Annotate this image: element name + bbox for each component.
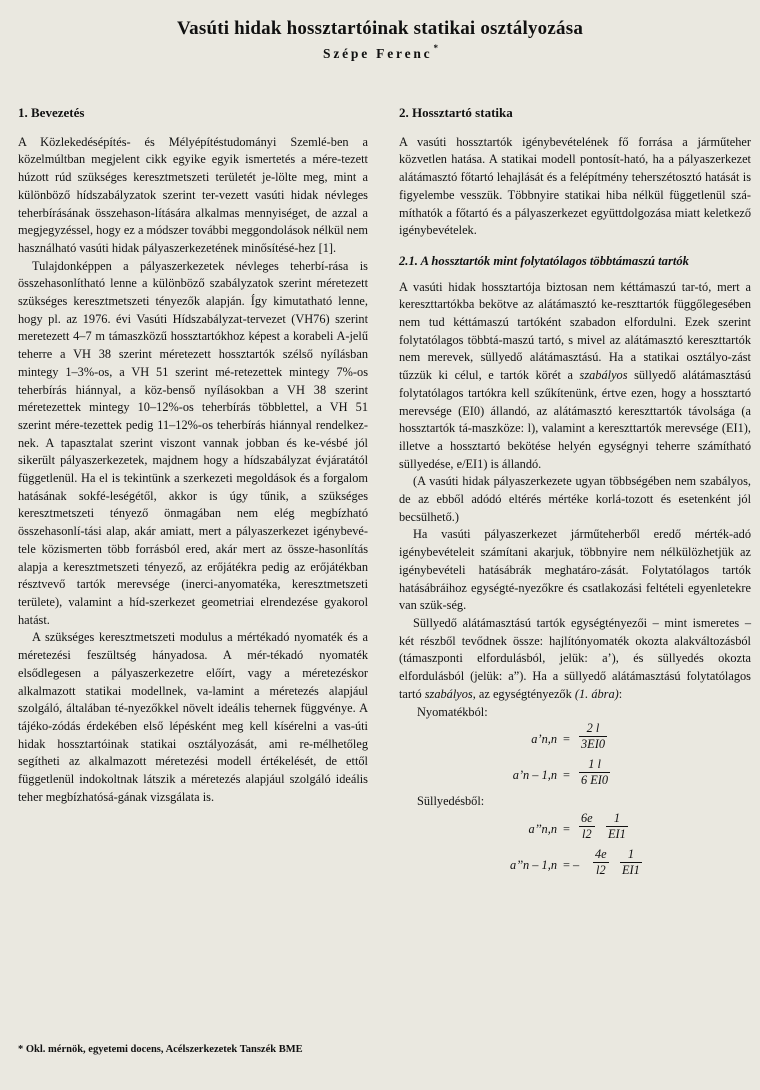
- beams-paragraph-4-text-a: Süllyedő alátámasztású tartók egységtényezői – mint ismeretes – két részből tevődnek össze: hajlítónyomaték okozta alakváltozásból (támaszponti elfordulásból, jelük: a’), és süllyedés okozta elfordulásból (jelük: a”). Ha a süllyedő alátámasztású folytatólagos tartó: [399, 615, 751, 701]
- intro-paragraph-2: Tulajdonképpen a pályaszerkezetek névleges teherbí-rása is összehasonlítható lenne a különböző szabályzatok szerint méretezett szükséges keresztmetszeti tényezők alapján. Így kimutatható lenne, hogy pl. az 1976. évi Vasúti Hídszabályzat-tervezet (VH76) szerint meretezett 4–7 m támaszközű hossztartókhoz képest a korabeli A-jelű teherre a VH 38 szerint méretezett hossztartók szélső nyílásban mintegy 1–3%-os, a VH 51 szerint mé-retezettek mintegy 7%-os teherbírás hiánnyal, a köz-benső nyílásokban a VH 38 szerint méretezettek mintegy 10–12%-os teherbírás többlettel, a VH 51 szerint mére-tezettek pedig 11–12%-os teherbírás hiánnyal rendelkez-nek. A tapasztalat szerint viszont vannak jobban és ke-vésbé jól sikerült pályaszerkezetek, majdnem hogy a hídszabályzat évjáratától függetlenül. Ha el is tekintünk a szerkezeti megoldások és a forgalom hatásának sokfé-leségétől, akkor is úgy tűnik, a szükséges keresztmetszeti tényező önmagában nem elég megbízható összehasonlí-tási alap, akár amiatt, mert a pályaszerkezet igénybevé-tele közismerten több forrásból ered, akár mert az össze-hasonlítás alapja a keresztmetszeti tényező, az erőjátékra pedig az erőjátékban résztvevő tartók merevsége (inerci-anyomatéka, keresztmetszeti területe), valamint a híd-szerkezet geometriai elrendezése gyakorol hatást.: [18, 258, 368, 627]
- beams-paragraph-1-emphasis: szabályos: [579, 368, 628, 383]
- formula-3-denominator-a: l2: [582, 826, 592, 841]
- formula-2: [399, 757, 751, 793]
- formula-4-denominator-a: l2: [596, 862, 606, 877]
- beams-paragraph-1: [399, 279, 751, 474]
- formula-1-equals: =: [563, 732, 570, 747]
- label-from-moment: Nyomatékból:: [417, 704, 488, 719]
- paper-author: [0, 43, 760, 62]
- formula-3-numerator-a: 6e: [581, 810, 593, 825]
- beams-paragraph-1-text-a: A vasúti hidak hossztartója biztosan nem kéttámaszú tar-tó, mert a kereszttartókba bekötve az alátámasztó ke-reszttartók függőlegesében nem tud kéttámaszú tartóként szabadon elfordulni. Ezek szerint folytatólagos többtá-maszú tartó, s mivel az alátámasztó kereszttartók nem merevek, süllyedő alátámasztású. Ha a statikai osztályo-zást tűzzük ki célul, e tartók körét a: [399, 279, 751, 383]
- beams-paragraph-1-text-b: süllyedő alátámasztású folytatólagos tartókra kell szűkítenünk, értve ezen, hogy a hossztartó merevsége (EI0) állandó, az alátámasztó kereszttartók távolsága (a hossztartók tá-maszköze: l), valamint a kereszttartók merevsége (EI1), illetve a hossztartó bekötése helyén egységnyi teherre számítható süllyedése, e/EI1) is állandó.: [399, 368, 751, 471]
- author-name: Szépe Ferenc: [323, 46, 433, 61]
- beams-paragraph-2: (A vasúti hidak pályaszerkezete ugyan többségében nem szabályos, de az ebből adódó eltérés mértéke korlá-tozott és esetenként jól becsülhető.): [399, 474, 751, 524]
- section-heading-introduction: 1. Bevezetés: [18, 105, 85, 120]
- formula-1-lhs: a’n,n: [531, 732, 557, 747]
- right-column: [399, 104, 751, 883]
- formula-3: [399, 811, 751, 847]
- formula-2-numerator: 1 l: [579, 757, 610, 773]
- subsection-heading-continuous-beams: 2.1. A hossztartók mint folytatólagos többtámaszú tartók: [399, 253, 689, 268]
- formula-4: [399, 847, 751, 883]
- formula-3-numerator-b: 1: [606, 811, 628, 827]
- formula-4-fraction-b: [620, 847, 642, 878]
- formula-1: [399, 721, 751, 757]
- formula-4-denominator-b: EI1: [622, 862, 640, 877]
- formula-3-fraction-a: [579, 811, 595, 842]
- formula-3-denominator-b: EI1: [608, 826, 626, 841]
- intro-paragraph-1: A Közlekedésépítés- és Mélyépítéstudományi Szemlé-ben a közelmúltban megjelent cikk egyike egyik ismertetés a mére-tezett húzott rúd szükséges keresztmetszeti területét je-lölte meg, mint a különböző hídszabályzatok szerint ter-vezett vasúti hidak névleges teherbírásának összehason-lítására alkalmas mennyiséget, de azzal a megjegyzéssel, hogy ez a módszer további meggondolások nélkül nem használható vasúti hidak pályaszerkezetének minősítésé-hez [1].: [18, 134, 368, 255]
- beams-paragraph-4-emphasis: szabályos: [424, 686, 473, 701]
- author-footnote-mark: *: [433, 43, 438, 53]
- formula-3-lhs: a’’n,n: [528, 821, 557, 836]
- formula-2-denominator: 6 EI0: [581, 773, 609, 788]
- section-heading-statics: 2. Hossztartó statika: [399, 105, 513, 120]
- formula-2-lhs: a’n – 1,n: [512, 768, 557, 783]
- beams-paragraph-4: [399, 615, 751, 704]
- formula-4-fraction-a: [593, 847, 609, 878]
- formula-4-numerator-a: 4e: [595, 846, 607, 861]
- formula-4-equals: = –: [563, 857, 580, 872]
- beams-paragraph-3: Ha vasúti pályaszerkezet járműteherből eredő mérték-adó igénybevételeit számítani akarjuk, többnyire nem nélkülözhetjük az igénybevételi hatásábrák meghatáro-zását. Folytatólagos tartók hatásábráihoz egységté-nyezőkre és csatlakozási feltételi egyenletekre van szük-ség.: [399, 527, 751, 613]
- formula-4-numerator-b: 1: [620, 847, 642, 863]
- formula-4-lhs: a’’n – 1,n: [510, 857, 557, 872]
- beams-paragraph-4-text-c: :: [618, 686, 623, 701]
- formula-1-numerator: 2 l: [579, 721, 607, 737]
- formula-3-equals: =: [563, 821, 570, 836]
- statics-paragraph-1: A vasúti hossztartók igénybevételének fő forrása a járműteher közvetlen hatása. A statikai modell pontosít-ható, ha a pályaszerkezet alátámasztó főtartó lehajlását és a felépítmény teherszétosztó hatását is figyelembe vesszük. Többnyire statikai hiba nélkül függetlenül szá-míthatók a főtartó és a pályaszerkezet együttdolgozása miatt keletkező igénybevételek.: [399, 134, 751, 238]
- formula-1-fraction: [579, 721, 607, 752]
- formula-1-denominator: 3EI0: [581, 737, 605, 752]
- beams-paragraph-4-text-b: , az egységtényezők: [472, 686, 575, 701]
- formula-2-fraction: [579, 757, 610, 788]
- intro-paragraph-3: A szükséges keresztmetszeti modulus a mértékadó nyomaték és a méretezési feszültség hányadosa. A mér-tékadó nyomaték elsődlegesen a pályaszerkezetre előírt, vagy a méretezéskor alkalmazott statikai modellnek, va-lamint a méretezés alapjául szolgáló, általában té-nyezőkkel növelt ideális tehernek függvénye. A tájéko-zódás érdekében első lépésként meg kell kísérelni a vas-úti hidak hossztartóinak statikai osztályozását, ami re-mélhetőleg segítheti az alkalmazott méretezési modell értékelését, de ettől függetlenül indokoltnak látszik a méretezés alapjául szolgáló ideális teher megbízhatósá-gának vizsgálata is.: [18, 630, 368, 804]
- paper-title: Vasúti hidak hossztartóinak statikai osztályozása: [176, 18, 584, 39]
- formula-3-fraction-b: [606, 811, 628, 842]
- footnote: * Okl. mérnök, egyetemi docens, Acélszerkezetek Tanszék BME: [18, 1044, 303, 1055]
- label-from-settlement: Süllyedésből:: [417, 794, 485, 809]
- figure-reference: (1. ábra): [574, 686, 619, 701]
- left-column: [18, 104, 368, 806]
- formula-2-equals: =: [563, 768, 570, 783]
